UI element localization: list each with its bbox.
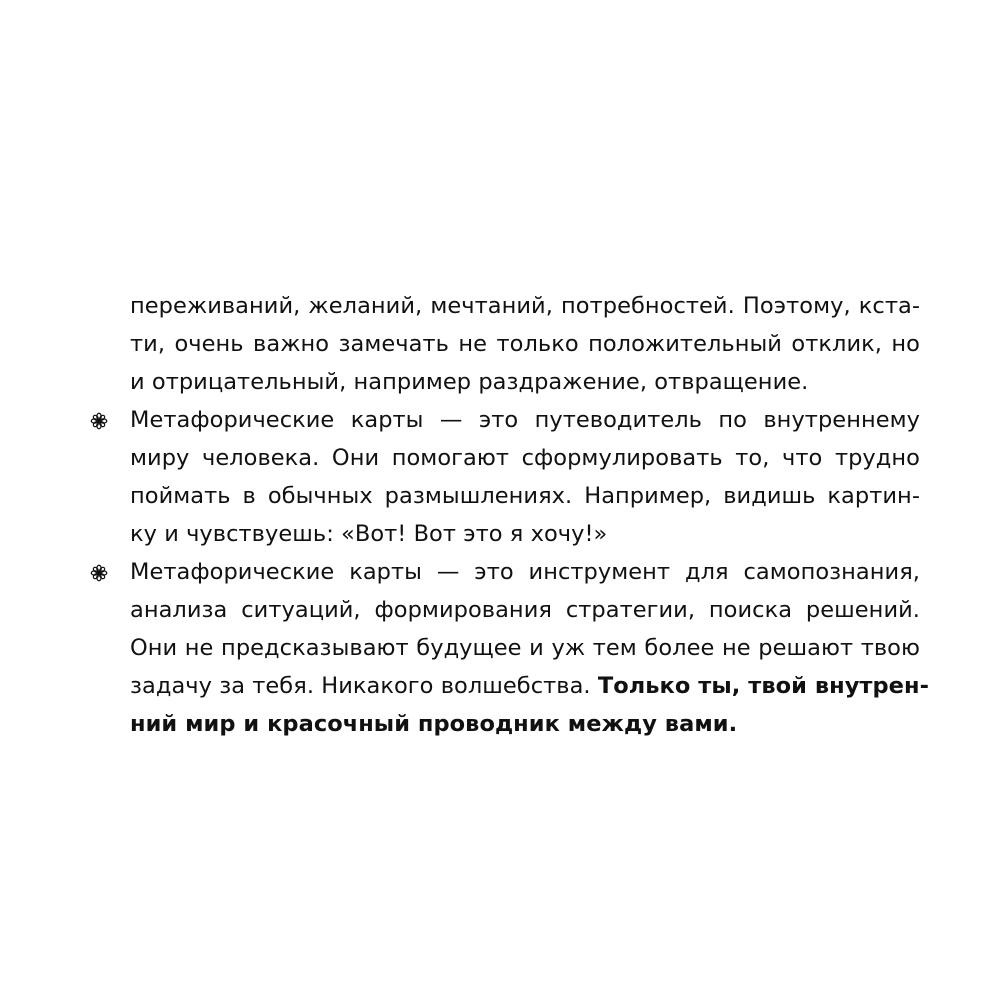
- intro-line: ти, очень важно замечать не только положительный отклик, но: [130, 331, 920, 357]
- flower-bullet-icon: [90, 412, 108, 430]
- bullet-1-text: Метафорические карты — это путеводитель по внутреннему: [130, 407, 920, 433]
- bullet-1-line: ку и чувствуешь: «Вот! Вот это я хочу!»: [130, 521, 608, 547]
- bullet-2-bold-text: Только ты, твой внутрен-: [597, 673, 929, 699]
- bullet-2-text: Метафорические карты — это инструмент для самопознания,: [130, 559, 920, 585]
- bullet-1-line: [90, 401, 920, 439]
- bullet-1-line: поймать в обычных размышлениях. Например, видишь картин-: [130, 483, 920, 509]
- bullet-2-bold-line: ний мир и красочный проводник между вами.: [130, 711, 738, 737]
- text-block: [90, 287, 929, 743]
- intro-line: и отрицательный, например раздражение, отвращение.: [130, 369, 809, 395]
- bullet-2-regular-text: задачу за тебя. Никакого волшебства.: [130, 673, 591, 699]
- flower-bullet-icon: [90, 564, 108, 582]
- bullet-1-line: миру человека. Они помогают сформулировать то, что трудно: [130, 445, 920, 471]
- intro-line: переживаний, желаний, мечтаний, потребностей. Поэтому, кста-: [130, 293, 920, 319]
- bullet-2-line: анализа ситуаций, формирования стратегии, поиска решений.: [130, 597, 920, 623]
- bullet-2-line: [90, 553, 920, 591]
- bullet-2-line: Они не предсказывают будущее и уж тем более не решают твою: [130, 635, 920, 661]
- bullet-2-line: [90, 667, 929, 705]
